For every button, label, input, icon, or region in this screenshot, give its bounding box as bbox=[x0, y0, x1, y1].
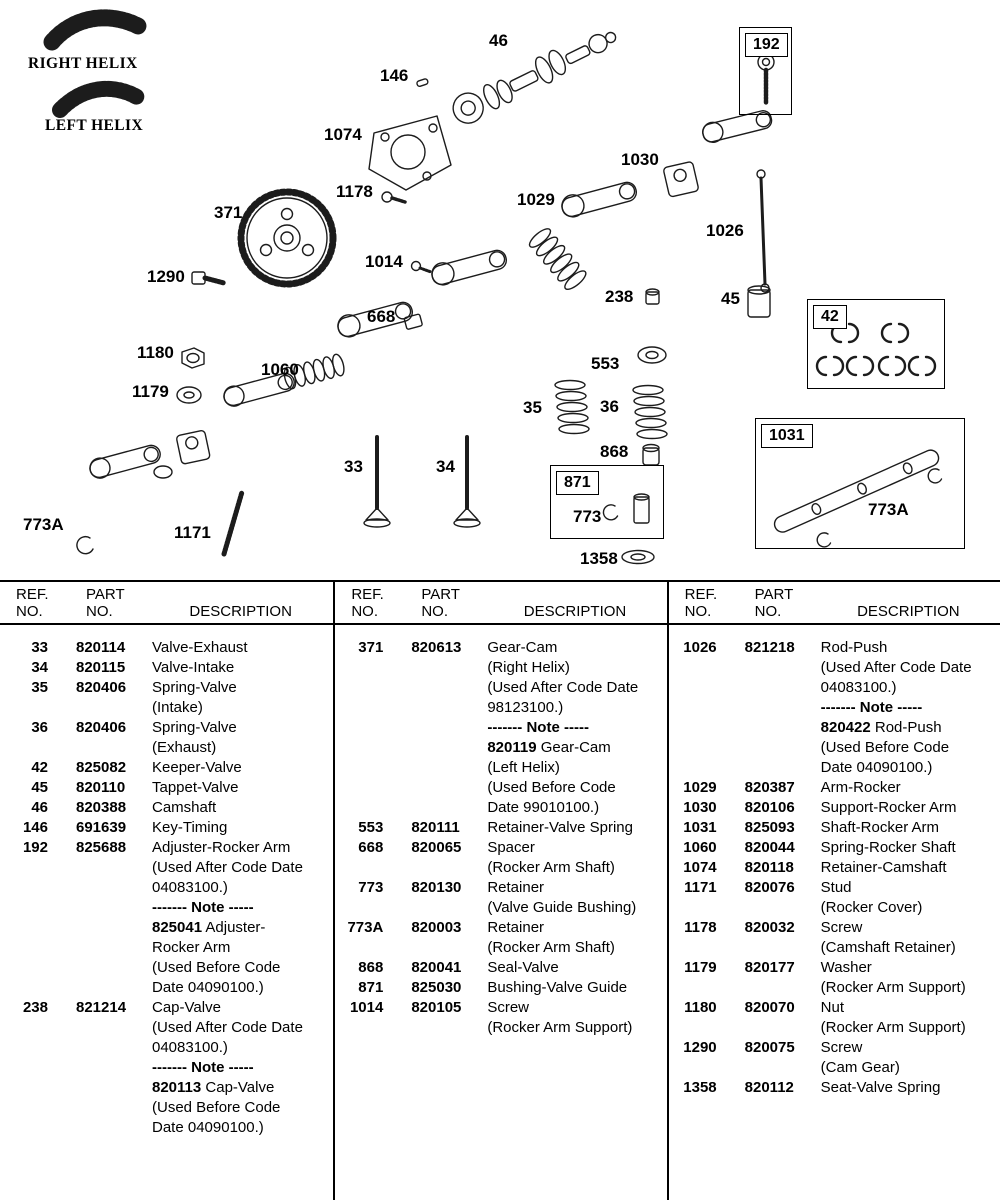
part-no: 820110 bbox=[76, 779, 126, 796]
description-line: Cap-Valve bbox=[152, 999, 221, 1016]
ref-no: 1179 bbox=[684, 959, 717, 976]
header-part-line2: NO. bbox=[754, 603, 782, 620]
description-line: (Rocker Cover) bbox=[820, 899, 923, 916]
description bbox=[152, 998, 333, 1138]
description-line: Date 04090100.) bbox=[152, 1119, 264, 1136]
callout-1171: 1171 bbox=[174, 523, 211, 542]
description bbox=[821, 1078, 1000, 1098]
description-line: Retainer bbox=[487, 879, 545, 896]
parts-row bbox=[335, 838, 666, 878]
description bbox=[821, 878, 1000, 918]
part-box-192 bbox=[739, 27, 792, 115]
ref-no: 192 bbox=[22, 839, 48, 856]
callout-33: 33 bbox=[344, 457, 363, 476]
ref-no: 34 bbox=[31, 659, 48, 676]
description-line: 820422 Rod-Push bbox=[820, 719, 942, 736]
callout-1030: 1030 bbox=[621, 150, 659, 169]
parts-row bbox=[669, 918, 1000, 958]
description-line: (Used Before Code bbox=[820, 739, 950, 756]
description-line: Seat-Valve Spring bbox=[820, 1079, 941, 1096]
parts-row bbox=[669, 638, 1000, 778]
description bbox=[487, 978, 666, 998]
description-line: (Rocker Arm Support) bbox=[820, 979, 966, 996]
callout-42: 42 bbox=[813, 305, 847, 329]
ref-no: 1180 bbox=[684, 999, 717, 1016]
part-box-871 bbox=[550, 465, 664, 539]
description-line: Screw bbox=[820, 919, 863, 936]
description-line: Support-Rocker Arm bbox=[820, 799, 957, 816]
parts-column-body-2 bbox=[335, 625, 666, 1038]
callout-34: 34 bbox=[436, 457, 455, 476]
description bbox=[487, 878, 666, 918]
description bbox=[487, 838, 666, 878]
part-no: 825030 bbox=[411, 979, 462, 996]
description-line: 820113 Cap-Valve bbox=[152, 1079, 275, 1096]
callout-1178: 1178 bbox=[336, 182, 373, 201]
spacer-sketch bbox=[404, 314, 423, 330]
right-helix-gear-icon bbox=[52, 18, 140, 42]
description-line: (Used After Code Date bbox=[152, 1019, 303, 1036]
parts-column-3 bbox=[667, 582, 1000, 1200]
parts-column-body-1 bbox=[0, 625, 333, 1138]
ref-no: 1029 bbox=[683, 779, 717, 796]
description-line: ------- Note ----- bbox=[152, 899, 254, 916]
part-no: 820032 bbox=[744, 919, 795, 936]
parts-row bbox=[669, 778, 1000, 798]
tappet-sketch bbox=[748, 286, 770, 317]
ref-no: 871 bbox=[358, 979, 384, 996]
description bbox=[487, 918, 666, 958]
parts-row bbox=[669, 858, 1000, 878]
part-no: 825093 bbox=[744, 819, 795, 836]
part-no: 820406 bbox=[76, 679, 127, 696]
ref-no: 1014 bbox=[349, 999, 384, 1016]
rocker-arm-sketch-3 bbox=[429, 246, 508, 287]
description-line: (Cam Gear) bbox=[820, 1059, 900, 1076]
ref-no: 1290 bbox=[683, 1039, 717, 1056]
ref-no: 46 bbox=[31, 799, 48, 816]
camshaft-retainer-sketch bbox=[369, 116, 451, 190]
callout-773A: 773A bbox=[23, 515, 64, 534]
ref-no: 1026 bbox=[683, 639, 717, 656]
description-line: 04083100.) bbox=[152, 879, 228, 896]
description-line: Retainer-Valve Spring bbox=[487, 819, 633, 836]
parts-row bbox=[0, 838, 333, 998]
description-line: Retainer-Camshaft bbox=[820, 859, 947, 876]
header-description: DESCRIPTION bbox=[189, 603, 292, 620]
callout-146: 146 bbox=[380, 66, 409, 85]
table-header-2 bbox=[335, 582, 666, 625]
header-ref-line1: REF. bbox=[351, 586, 384, 603]
description-line: ------- Note ----- bbox=[152, 1059, 254, 1076]
description-line: Screw bbox=[487, 999, 530, 1016]
ref-no: 1031 bbox=[683, 819, 717, 836]
parts-row bbox=[335, 638, 666, 818]
callout-1014: 1014 bbox=[365, 252, 403, 271]
exhaust-valve-sketch bbox=[364, 437, 390, 527]
ref-no: 33 bbox=[31, 639, 48, 656]
description-line: (Left Helix) bbox=[487, 759, 560, 776]
valve-spring-seat-sketch bbox=[622, 551, 654, 564]
callout-553: 553 bbox=[591, 354, 620, 373]
exploded-diagram bbox=[0, 0, 1000, 580]
part-no: 820111 bbox=[411, 819, 460, 836]
part-no: 820406 bbox=[76, 719, 127, 736]
description-line: 04083100.) bbox=[152, 1039, 228, 1056]
description bbox=[821, 858, 1000, 878]
parts-row bbox=[669, 838, 1000, 858]
intake-valve-sketch bbox=[454, 437, 480, 527]
description-line: Key-Timing bbox=[152, 819, 228, 836]
description-line: Tappet-Valve bbox=[152, 779, 239, 796]
description bbox=[152, 838, 333, 998]
callout-773A: 773A bbox=[868, 500, 909, 519]
part-no: 820177 bbox=[744, 959, 795, 976]
header-part bbox=[86, 586, 158, 620]
parts-row bbox=[0, 638, 333, 658]
description-line: Adjuster-Rocker Arm bbox=[152, 839, 291, 856]
callout-36: 36 bbox=[600, 397, 619, 416]
description-line: Rod-Push bbox=[820, 639, 888, 656]
callout-1179: 1179 bbox=[132, 382, 169, 401]
parts-row bbox=[0, 778, 333, 798]
header-ref-line2: NO. bbox=[16, 603, 43, 620]
ref-no: 42 bbox=[31, 759, 48, 776]
part-no: 820076 bbox=[744, 879, 795, 896]
part-no: 820114 bbox=[76, 639, 126, 656]
ref-no: 146 bbox=[22, 819, 48, 836]
description-line: (Rocker Arm Support) bbox=[487, 1019, 633, 1036]
description-line: (Rocker Arm Support) bbox=[820, 1019, 966, 1036]
ref-no: 868 bbox=[358, 959, 384, 976]
camshaft-sketch bbox=[448, 23, 622, 128]
part-no: 825082 bbox=[76, 759, 127, 776]
description bbox=[821, 1038, 1000, 1078]
callout-871: 871 bbox=[556, 471, 599, 495]
parts-row bbox=[669, 998, 1000, 1038]
header-part-line1: PART bbox=[86, 586, 125, 603]
rocker-support-sketch-2 bbox=[176, 430, 210, 464]
description-line: (Valve Guide Bushing) bbox=[487, 899, 637, 916]
right-helix-label: RIGHT HELIX bbox=[28, 55, 138, 72]
callout-35: 35 bbox=[523, 398, 542, 417]
ref-no: 1358 bbox=[683, 1079, 717, 1096]
description bbox=[821, 958, 1000, 998]
ref-no: 668 bbox=[358, 839, 384, 856]
spring-sketch-upper bbox=[527, 226, 589, 293]
part-no: 820044 bbox=[744, 839, 795, 856]
valve-cap-sketch bbox=[646, 289, 659, 304]
description bbox=[152, 718, 333, 758]
parts-row bbox=[335, 878, 666, 918]
part-no: 821218 bbox=[744, 639, 795, 656]
description bbox=[152, 798, 333, 818]
part-no: 820041 bbox=[411, 959, 462, 976]
parts-row bbox=[335, 998, 666, 1038]
description-line: Spring-Valve bbox=[152, 679, 237, 696]
header-description: DESCRIPTION bbox=[857, 603, 960, 620]
ref-no: 1171 bbox=[684, 879, 717, 896]
screw-1178-sketch bbox=[382, 192, 405, 202]
description-line: (Intake) bbox=[152, 699, 203, 716]
callout-668: 668 bbox=[367, 307, 396, 326]
description bbox=[821, 838, 1000, 858]
description-line: Stud bbox=[820, 879, 852, 896]
header-ref bbox=[351, 586, 397, 620]
parts-row bbox=[669, 818, 1000, 838]
description-line: ------- Note ----- bbox=[820, 699, 923, 716]
part-no: 820115 bbox=[76, 659, 126, 676]
header-ref-line2: NO. bbox=[684, 603, 712, 620]
callout-371: 371 bbox=[214, 203, 243, 222]
description-line: Spring-Rocker Shaft bbox=[820, 839, 956, 856]
description-line: 04083100.) bbox=[820, 679, 897, 696]
push-rod-sketch bbox=[757, 170, 769, 292]
washer-sketch bbox=[177, 387, 201, 403]
parts-row bbox=[0, 658, 333, 678]
parts-row bbox=[669, 1038, 1000, 1078]
description bbox=[152, 658, 333, 678]
nut-sketch bbox=[182, 348, 204, 368]
description bbox=[152, 818, 333, 838]
parts-row bbox=[335, 918, 666, 958]
description-line: Date 04090100.) bbox=[820, 759, 933, 776]
ref-no: 1060 bbox=[683, 839, 717, 856]
description-line: (Used Before Code bbox=[487, 779, 616, 796]
ref-no: 773 bbox=[358, 879, 384, 896]
ref-no: 36 bbox=[31, 719, 48, 736]
description bbox=[487, 958, 666, 978]
parts-row bbox=[669, 798, 1000, 818]
description bbox=[487, 638, 666, 818]
header-part-line1: PART bbox=[421, 586, 460, 603]
parts-row bbox=[0, 678, 333, 718]
description-line: Bushing-Valve Guide bbox=[487, 979, 628, 996]
callout-773: 773 bbox=[573, 507, 602, 526]
stud-sketch bbox=[224, 492, 242, 554]
description bbox=[487, 998, 666, 1038]
ref-no: 45 bbox=[31, 779, 48, 796]
callout-1074: 1074 bbox=[324, 125, 362, 144]
description bbox=[152, 758, 333, 778]
parts-row bbox=[0, 758, 333, 778]
description-line: Camshaft bbox=[152, 799, 217, 816]
part-no: 820003 bbox=[411, 919, 462, 936]
description-line: Washer bbox=[820, 959, 872, 976]
description-line: (Right Helix) bbox=[487, 659, 570, 676]
description-line: Valve-Intake bbox=[152, 659, 235, 676]
description bbox=[821, 778, 1000, 798]
callout-1031: 1031 bbox=[761, 424, 813, 448]
screw-1290-sketch bbox=[192, 272, 224, 284]
description-line: Date 04090100.) bbox=[152, 979, 264, 996]
description-line: (Used Before Code bbox=[152, 959, 281, 976]
description-line: ------- Note ----- bbox=[487, 719, 589, 736]
description-line: Valve-Exhaust bbox=[152, 639, 248, 656]
header-ref bbox=[685, 586, 731, 620]
valve-seal-sketch bbox=[643, 445, 659, 466]
part-no: 691639 bbox=[76, 819, 127, 836]
retainer-clip-sketch-1 bbox=[77, 537, 93, 554]
description bbox=[152, 678, 333, 718]
callout-1029: 1029 bbox=[517, 190, 555, 209]
part-no: 820105 bbox=[411, 999, 462, 1016]
callout-868: 868 bbox=[600, 442, 629, 461]
callout-45: 45 bbox=[721, 289, 740, 308]
washer-sketch-small bbox=[154, 466, 172, 478]
callout-238: 238 bbox=[605, 287, 634, 306]
callout-192: 192 bbox=[745, 33, 788, 57]
description-line: (Used After Code Date bbox=[820, 659, 972, 676]
part-no: 820065 bbox=[411, 839, 462, 856]
callout-1358: 1358 bbox=[580, 549, 618, 568]
part-box-42 bbox=[807, 299, 945, 389]
description-line: (Used Before Code bbox=[152, 1099, 281, 1116]
header-part-line2: NO. bbox=[86, 603, 113, 620]
description-line: Date 99010100.) bbox=[487, 799, 600, 816]
callout-1180: 1180 bbox=[137, 343, 174, 362]
parts-row bbox=[669, 1078, 1000, 1098]
ref-no: 553 bbox=[358, 819, 384, 836]
valve-spring-retainer-sketch bbox=[638, 347, 666, 363]
part-no: 820387 bbox=[744, 779, 795, 796]
part-no: 820613 bbox=[411, 639, 462, 656]
valve-spring-exhaust-sketch bbox=[633, 386, 667, 439]
parts-row bbox=[0, 718, 333, 758]
parts-table bbox=[0, 580, 1000, 1200]
timing-key-sketch bbox=[416, 78, 428, 87]
ref-no: 238 bbox=[22, 999, 48, 1016]
parts-row bbox=[669, 958, 1000, 998]
rocker-arm-sketch-6 bbox=[88, 442, 163, 480]
header-part-line2: NO. bbox=[421, 603, 448, 620]
part-no: 820118 bbox=[744, 859, 794, 876]
description-line: Gear-Cam bbox=[487, 639, 558, 656]
header-ref-line1: REF. bbox=[684, 586, 718, 603]
part-no: 825688 bbox=[76, 839, 127, 856]
description-line: 98123100.) bbox=[487, 699, 564, 716]
description-line: Spring-Valve bbox=[152, 719, 237, 736]
callout-1026: 1026 bbox=[706, 221, 744, 240]
parts-row bbox=[669, 878, 1000, 918]
ref-no: 1074 bbox=[683, 859, 717, 876]
ref-no: 773A bbox=[347, 919, 384, 936]
description-line: Seal-Valve bbox=[487, 959, 559, 976]
header-ref-line2: NO. bbox=[351, 603, 378, 620]
header-description: DESCRIPTION bbox=[523, 603, 627, 620]
description-line: Rocker Arm bbox=[152, 939, 231, 956]
description-line: Nut bbox=[820, 999, 844, 1016]
parts-row bbox=[335, 958, 666, 978]
cam-gear-sketch bbox=[241, 192, 333, 284]
ref-no: 35 bbox=[31, 679, 48, 696]
header-part bbox=[755, 586, 827, 620]
part-no: 820070 bbox=[744, 999, 795, 1016]
parts-row bbox=[335, 978, 666, 998]
parts-column-1 bbox=[0, 582, 333, 1200]
left-helix-gear-icon bbox=[60, 89, 137, 110]
parts-row bbox=[0, 998, 333, 1138]
description-line: 825041 Adjuster- bbox=[152, 919, 266, 936]
description-line: (Rocker Arm Shaft) bbox=[487, 939, 615, 956]
screw-1014-sketch bbox=[412, 262, 432, 273]
part-no: 820106 bbox=[744, 799, 795, 816]
description-line: (Exhaust) bbox=[152, 739, 217, 756]
description bbox=[152, 638, 333, 658]
ref-no: 1030 bbox=[683, 799, 717, 816]
description bbox=[821, 918, 1000, 958]
rocker-support-sketch-1 bbox=[663, 161, 699, 197]
parts-column-2 bbox=[333, 582, 666, 1200]
part-no: 820075 bbox=[744, 1039, 795, 1056]
table-header-3 bbox=[669, 582, 1000, 625]
part-no: 821214 bbox=[76, 999, 127, 1016]
description-line: Screw bbox=[820, 1039, 863, 1056]
callout-46: 46 bbox=[489, 31, 508, 50]
rocker-arm-sketch-2 bbox=[559, 178, 638, 219]
ref-no: 371 bbox=[358, 639, 384, 656]
description bbox=[821, 818, 1000, 838]
description-line: Shaft-Rocker Arm bbox=[820, 819, 940, 836]
description-line: Spacer bbox=[487, 839, 535, 856]
description-line: (Rocker Arm Shaft) bbox=[487, 859, 615, 876]
parts-row bbox=[0, 798, 333, 818]
description-line: (Used After Code Date bbox=[152, 859, 303, 876]
description-line: Keeper-Valve bbox=[152, 759, 242, 776]
description bbox=[152, 778, 333, 798]
parts-row bbox=[335, 818, 666, 838]
description bbox=[821, 798, 1000, 818]
table-header-1 bbox=[0, 582, 333, 625]
part-no: 820388 bbox=[76, 799, 127, 816]
parts-row bbox=[0, 818, 333, 838]
description-line: Retainer bbox=[487, 919, 545, 936]
description bbox=[821, 638, 1000, 778]
header-ref bbox=[16, 586, 62, 620]
callout-1290: 1290 bbox=[147, 267, 185, 286]
valve-spring-intake-sketch bbox=[555, 381, 589, 434]
description-line: 820119 Gear-Cam bbox=[487, 739, 611, 756]
callout-1060: 1060 bbox=[261, 360, 299, 379]
description-line: Arm-Rocker bbox=[820, 779, 901, 796]
part-no: 820130 bbox=[411, 879, 462, 896]
ref-no: 1178 bbox=[684, 919, 717, 936]
parts-column-body-3 bbox=[669, 625, 1000, 1098]
description-line: (Camshaft Retainer) bbox=[820, 939, 956, 956]
header-part bbox=[421, 586, 493, 620]
part-box-1031 bbox=[755, 418, 965, 549]
left-helix-label: LEFT HELIX bbox=[45, 117, 144, 134]
description-line: (Used After Code Date bbox=[487, 679, 639, 696]
header-part-line1: PART bbox=[754, 586, 794, 603]
header-ref-line1: REF. bbox=[16, 586, 49, 603]
part-no: 820112 bbox=[744, 1079, 794, 1096]
description bbox=[821, 998, 1000, 1038]
description bbox=[487, 818, 666, 838]
